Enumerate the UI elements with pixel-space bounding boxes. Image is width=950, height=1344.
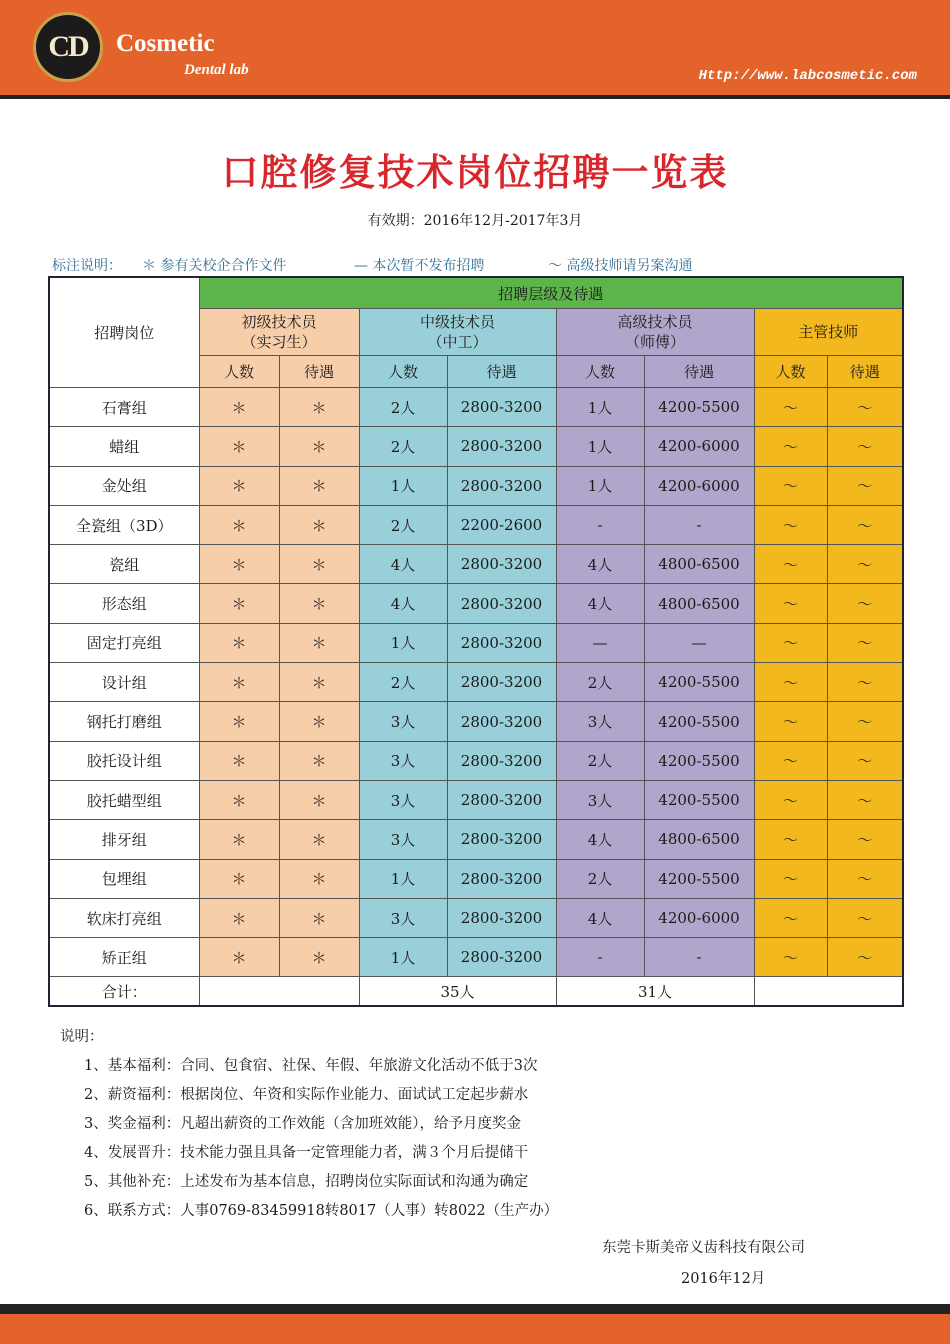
table-cell: 3人 <box>556 702 644 741</box>
table-row <box>49 466 903 505</box>
table-cell: ＊ <box>279 741 359 780</box>
table-cell: 2800-3200 <box>447 663 556 702</box>
page-title: 口腔修复技术岗位招聘一览表 <box>221 151 729 194</box>
brand-subtitle: Dental lab <box>184 62 249 78</box>
table-cell: ＊ <box>199 702 279 741</box>
table-cell: ～ <box>827 623 903 662</box>
table-cell: ～ <box>754 859 827 898</box>
level-name: 中级技术员 <box>419 313 495 331</box>
table-row <box>49 623 903 662</box>
group-header: 招聘层级及待遇 <box>199 277 903 309</box>
sub-header-cell: 待遇 <box>279 356 359 388</box>
sub-header-cell: 人数 <box>359 356 447 388</box>
table-cell: 2800-3200 <box>447 427 556 466</box>
table-cell: - <box>644 938 754 977</box>
note-item: 3、奖金福利：凡超出薪资的工作效能（含加班效能），给予月度奖金 <box>84 1116 521 1132</box>
position-name: 全瓷组（3D） <box>49 505 199 544</box>
table-cell: 3人 <box>556 780 644 819</box>
table-cell: ＊ <box>279 505 359 544</box>
notes-heading: 说明： <box>60 1029 104 1045</box>
table-cell: ～ <box>827 938 903 977</box>
table-cell: ＊ <box>279 623 359 662</box>
table-cell: ＊ <box>279 780 359 819</box>
total-label: 合计： <box>49 977 199 1007</box>
table-cell: 2人 <box>359 505 447 544</box>
table-row <box>49 780 903 819</box>
table-cell: ～ <box>754 741 827 780</box>
table-row <box>49 388 903 427</box>
table-cell: 2人 <box>359 427 447 466</box>
note-item: 6、联系方式：人事0769-83459918转8017（人事）转8022（生产办） <box>84 1203 559 1219</box>
table-cell: ～ <box>754 505 827 544</box>
table-cell: 4人 <box>556 820 644 859</box>
table-cell: ～ <box>827 388 903 427</box>
table-cell: - <box>556 505 644 544</box>
table-row <box>49 859 903 898</box>
table-cell: 3人 <box>359 780 447 819</box>
table-cell: ～ <box>754 623 827 662</box>
table-cell: 4200-5500 <box>644 859 754 898</box>
table-cell: ＊ <box>279 427 359 466</box>
position-name: 胶托设计组 <box>49 741 199 780</box>
level-sub: （实习生） <box>241 333 317 351</box>
table-cell: 4200-5500 <box>644 388 754 427</box>
table-cell: ～ <box>754 898 827 937</box>
table-cell: 1人 <box>359 938 447 977</box>
table-row <box>49 938 903 977</box>
table-cell: 4200-5500 <box>644 702 754 741</box>
table-cell: ＊ <box>199 545 279 584</box>
table-cell: ＊ <box>279 584 359 623</box>
table-cell: 3人 <box>359 820 447 859</box>
table-cell: ～ <box>754 466 827 505</box>
position-name: 排牙组 <box>49 820 199 859</box>
table-cell: 1人 <box>359 466 447 505</box>
table-cell: ～ <box>754 938 827 977</box>
table-cell: 3人 <box>359 898 447 937</box>
table-row <box>49 898 903 937</box>
position-name: 胶托蜡型组 <box>49 780 199 819</box>
table-cell: ＊ <box>199 741 279 780</box>
table-cell: ＊ <box>199 859 279 898</box>
footer-bar <box>0 1304 950 1344</box>
table-cell: ～ <box>754 427 827 466</box>
table-cell: 4人 <box>556 584 644 623</box>
table-cell: 2800-3200 <box>447 741 556 780</box>
table-cell: ～ <box>827 545 903 584</box>
level-senior <box>556 309 754 356</box>
company-name: 东莞卡斯美帝义齿科技有限公司 <box>602 1240 805 1256</box>
position-name: 蜡组 <box>49 427 199 466</box>
table-cell: ＊ <box>279 545 359 584</box>
table-row <box>49 702 903 741</box>
table-cell: 4200-6000 <box>644 427 754 466</box>
table-cell: 2800-3200 <box>447 388 556 427</box>
position-name: 形态组 <box>49 584 199 623</box>
level-sub: （师傅） <box>624 333 685 351</box>
sub-header-cell: 人数 <box>556 356 644 388</box>
note-item: 2、薪资福利：根据岗位、年资和实际作业能力、面试试工定起步薪水 <box>84 1087 529 1103</box>
table-cell: — <box>556 623 644 662</box>
table-cell: - <box>556 938 644 977</box>
table-cell: 2800-3200 <box>447 938 556 977</box>
sub-header-cell: 待遇 <box>447 356 556 388</box>
table-cell: ～ <box>754 584 827 623</box>
legend-label: 标注说明： <box>52 258 122 274</box>
table-cell: ＊ <box>279 702 359 741</box>
table-row <box>49 820 903 859</box>
table-cell: 1人 <box>359 859 447 898</box>
table-cell: ＊ <box>199 898 279 937</box>
table-cell: 2800-3200 <box>447 780 556 819</box>
table-cell: ～ <box>754 702 827 741</box>
table-cell: ～ <box>827 584 903 623</box>
position-name: 钢托打磨组 <box>49 702 199 741</box>
table-cell: ＊ <box>279 663 359 702</box>
website-url[interactable]: Http://www.labcosmetic.com <box>698 68 917 84</box>
table-cell: ～ <box>827 780 903 819</box>
level-name: 主管技师 <box>798 323 859 341</box>
table-cell: ＊ <box>199 427 279 466</box>
table-cell: 4200-6000 <box>644 898 754 937</box>
table-row <box>49 505 903 544</box>
table-cell: ～ <box>754 388 827 427</box>
table-cell: ＊ <box>199 780 279 819</box>
sub-header-cell: 待遇 <box>827 356 903 388</box>
total-row <box>49 977 903 1007</box>
table-cell: ～ <box>827 702 903 741</box>
table-cell: ～ <box>827 427 903 466</box>
table-row <box>49 663 903 702</box>
table-cell: ～ <box>754 780 827 819</box>
table-cell: ＊ <box>279 859 359 898</box>
level-supervisor <box>754 309 903 356</box>
table-cell: 2800-3200 <box>447 545 556 584</box>
table-cell: 3人 <box>359 741 447 780</box>
table-cell: ＊ <box>199 584 279 623</box>
table-cell: 4人 <box>556 898 644 937</box>
table-cell: 1人 <box>556 427 644 466</box>
table-cell: ＊ <box>279 820 359 859</box>
table-cell: 4人 <box>556 545 644 584</box>
table-cell: 2人 <box>556 741 644 780</box>
table-cell: 2800-3200 <box>447 859 556 898</box>
table-cell: ＊ <box>199 388 279 427</box>
table-cell: 2人 <box>359 663 447 702</box>
table-cell: — <box>644 623 754 662</box>
table-cell: ＊ <box>199 466 279 505</box>
level-sub: （中工） <box>427 333 488 351</box>
table-cell: 4200-5500 <box>644 663 754 702</box>
table-cell: 2人 <box>556 663 644 702</box>
table-cell: 2人 <box>556 859 644 898</box>
table-cell: ～ <box>827 820 903 859</box>
header-bar <box>0 0 950 99</box>
table-cell: 4200-5500 <box>644 741 754 780</box>
legend-tilde: ～ 高级技师请另案沟通 <box>548 258 693 274</box>
table-cell: ～ <box>827 663 903 702</box>
position-name: 金处组 <box>49 466 199 505</box>
table-cell: ～ <box>827 898 903 937</box>
table-cell: 4200-5500 <box>644 780 754 819</box>
table-cell: ＊ <box>279 466 359 505</box>
table-cell: 4800-6500 <box>644 584 754 623</box>
total-senior: 31人 <box>556 977 754 1007</box>
table-cell: ＊ <box>199 623 279 662</box>
position-name: 石膏组 <box>49 388 199 427</box>
table-cell: 2800-3200 <box>447 898 556 937</box>
legend-dash: — 本次暂不发布招聘 <box>354 258 485 274</box>
table-cell: ＊ <box>279 898 359 937</box>
table-cell: 4人 <box>359 545 447 584</box>
notes <box>60 1023 558 1226</box>
table-cell: 2800-3200 <box>447 584 556 623</box>
sub-header-cell: 人数 <box>754 356 827 388</box>
table-cell: ～ <box>827 741 903 780</box>
position-name: 瓷组 <box>49 545 199 584</box>
note-item: 4、发展晋升：技术能力强且具备一定管理能力者，满３个月后提储干 <box>84 1145 529 1161</box>
recruitment-table <box>48 276 904 1007</box>
table-cell: 4800-6500 <box>644 820 754 859</box>
level-mid <box>359 309 556 356</box>
level-name: 初级技术员 <box>241 313 317 331</box>
table-cell: ＊ <box>199 938 279 977</box>
table-cell: ＊ <box>199 505 279 544</box>
table-cell: ＊ <box>199 663 279 702</box>
table-cell: 2800-3200 <box>447 623 556 662</box>
table-cell: 2人 <box>359 388 447 427</box>
table-cell: 2800-3200 <box>447 820 556 859</box>
table-cell: ～ <box>754 663 827 702</box>
table-cell: ～ <box>754 545 827 584</box>
table-cell: 2800-3200 <box>447 466 556 505</box>
position-name: 固定打亮组 <box>49 623 199 662</box>
brand-name: Cosmetic <box>116 30 215 57</box>
table-cell: 1人 <box>556 466 644 505</box>
logo-text: CD <box>48 30 88 63</box>
validity-period: 有效期：2016年12月-2017年3月 <box>367 213 583 229</box>
legend-star: ＊ 参有关校企合作文件 <box>142 258 287 274</box>
table-cell: ～ <box>827 466 903 505</box>
note-item: 1、基本福利：合同、包食宿、社保、年假、年旅游文化活动不低于3次 <box>84 1058 538 1074</box>
table-cell: 2200-2600 <box>447 505 556 544</box>
level-name: 高级技术员 <box>617 313 693 331</box>
table-cell: ＊ <box>199 820 279 859</box>
position-name: 矫正组 <box>49 938 199 977</box>
position-name: 软床打亮组 <box>49 898 199 937</box>
position-header: 招聘岗位 <box>49 277 199 388</box>
issue-date: 2016年12月 <box>681 1271 766 1287</box>
table-cell: ＊ <box>279 938 359 977</box>
position-name: 设计组 <box>49 663 199 702</box>
total-mid: 35人 <box>359 977 556 1007</box>
table-cell: 2800-3200 <box>447 702 556 741</box>
sub-header-cell: 待遇 <box>644 356 754 388</box>
note-item: 5、其他补充：上述发布为基本信息，招聘岗位实际面试和沟通为确定 <box>84 1174 529 1190</box>
table-cell: ～ <box>827 859 903 898</box>
table-cell: ＊ <box>279 388 359 427</box>
table-row <box>49 545 903 584</box>
table-cell: 1人 <box>359 623 447 662</box>
table-cell: 4200-6000 <box>644 466 754 505</box>
table-cell: 4800-6500 <box>644 545 754 584</box>
table-cell: 1人 <box>556 388 644 427</box>
table-row <box>49 427 903 466</box>
table-cell: - <box>644 505 754 544</box>
table-cell: ～ <box>827 505 903 544</box>
position-name: 包埋组 <box>49 859 199 898</box>
sub-header-cell: 人数 <box>199 356 279 388</box>
table-cell: 3人 <box>359 702 447 741</box>
company-logo <box>33 12 103 82</box>
level-junior <box>199 309 359 356</box>
table-cell: 4人 <box>359 584 447 623</box>
table-cell: ～ <box>754 820 827 859</box>
table-row <box>49 741 903 780</box>
table-row <box>49 584 903 623</box>
